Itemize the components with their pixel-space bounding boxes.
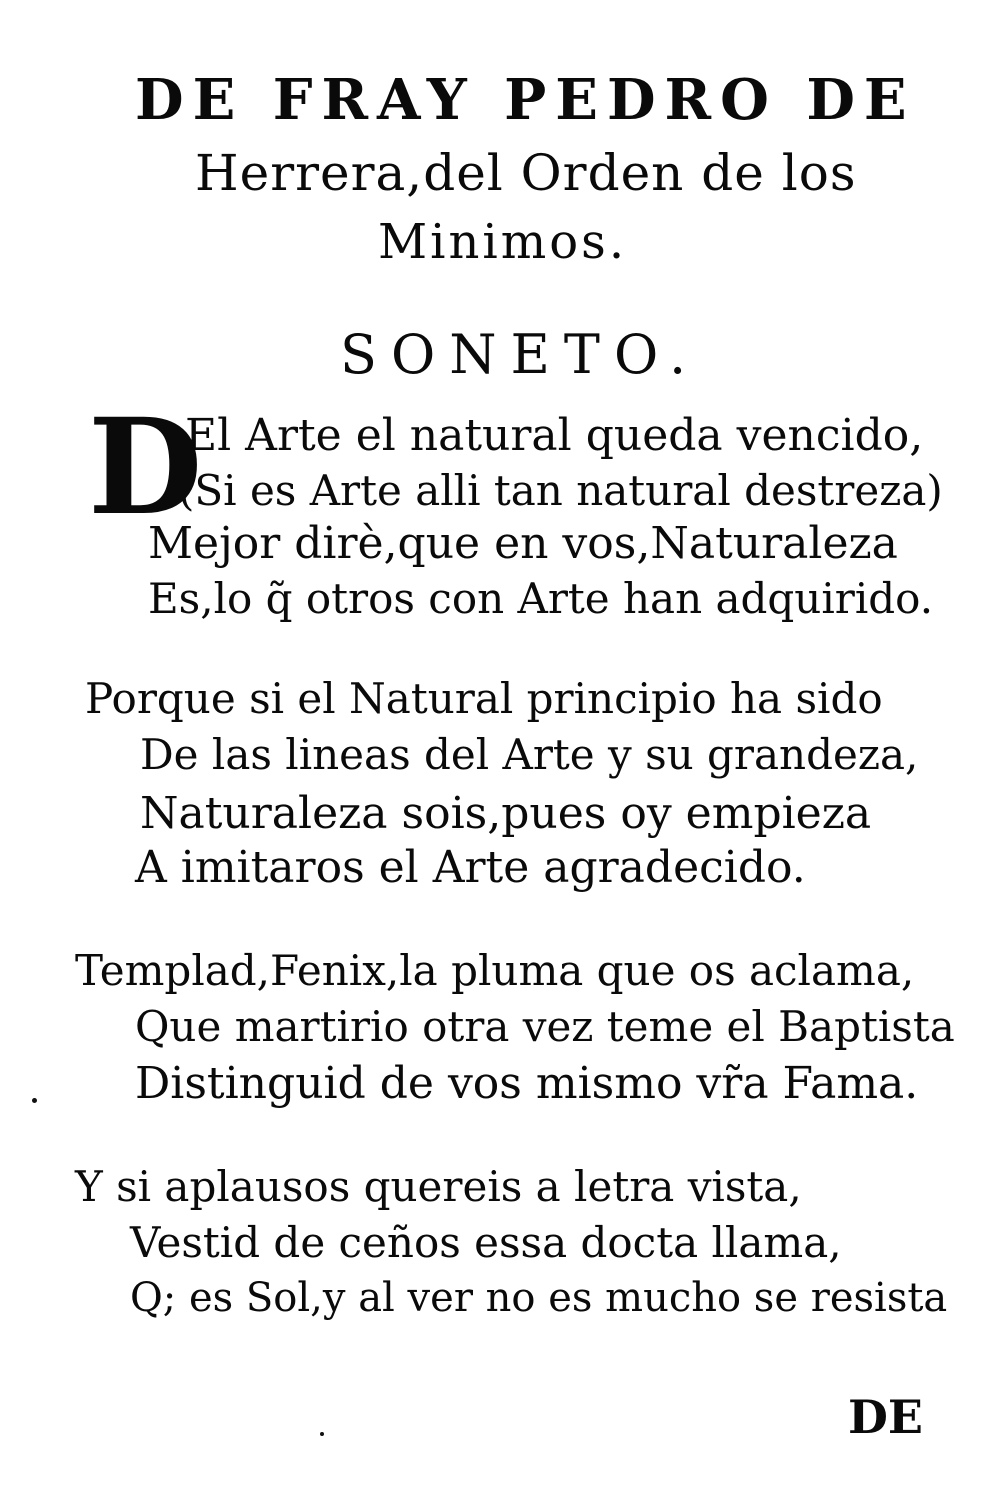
stanza4-line-3: Q; es Sol,y al ver no es mucho se resista	[130, 1275, 948, 1321]
stanza1-line-2: (Si es Arte alli tan natural destreza)	[178, 466, 943, 515]
stanza1-line-3: Mejor dirè,que en vos,Naturaleza	[148, 518, 898, 569]
stanza2-line-2: De las lineas del Arte y su grandeza,	[140, 730, 919, 779]
sonnet-title: SONETO.	[340, 323, 701, 386]
stanza1-line-4: Es,lo q̃ otros con Arte han adquirido.	[148, 574, 934, 623]
stanza4-line-1: Y si aplausos quereis a letra vista,	[75, 1162, 802, 1211]
stanza3-line-2: Que martirio otra vez teme el Baptista	[135, 1002, 955, 1051]
stanza2-line-4: A imitaros el Arte agradecido.	[135, 842, 806, 893]
drop-cap: D	[88, 390, 203, 545]
heading-line-1: DE FRAY PEDRO DE	[135, 67, 916, 133]
stanza3-line-3: Distinguid de vos mismo vr̃a Fama.	[135, 1058, 919, 1109]
stanza1-line-1: El Arte el natural queda vencido,	[185, 410, 924, 461]
stanza2-line-1: Porque si el Natural principio ha sido	[85, 674, 883, 723]
heading-line-2: Herrera,del Orden de los	[195, 144, 857, 202]
stanza3-line-1: Templad,Fenix,la pluma que os aclama,	[75, 946, 915, 995]
stanza4-line-2: Vestid de ceños essa docta llama,	[130, 1218, 842, 1267]
stanza2-line-3: Naturaleza sois,pues oy empieza	[140, 788, 872, 839]
catchword: DE	[848, 1390, 923, 1444]
ink-speck	[32, 1098, 37, 1103]
ink-speck	[320, 1432, 324, 1436]
heading-line-3: Minimos.	[378, 214, 628, 270]
